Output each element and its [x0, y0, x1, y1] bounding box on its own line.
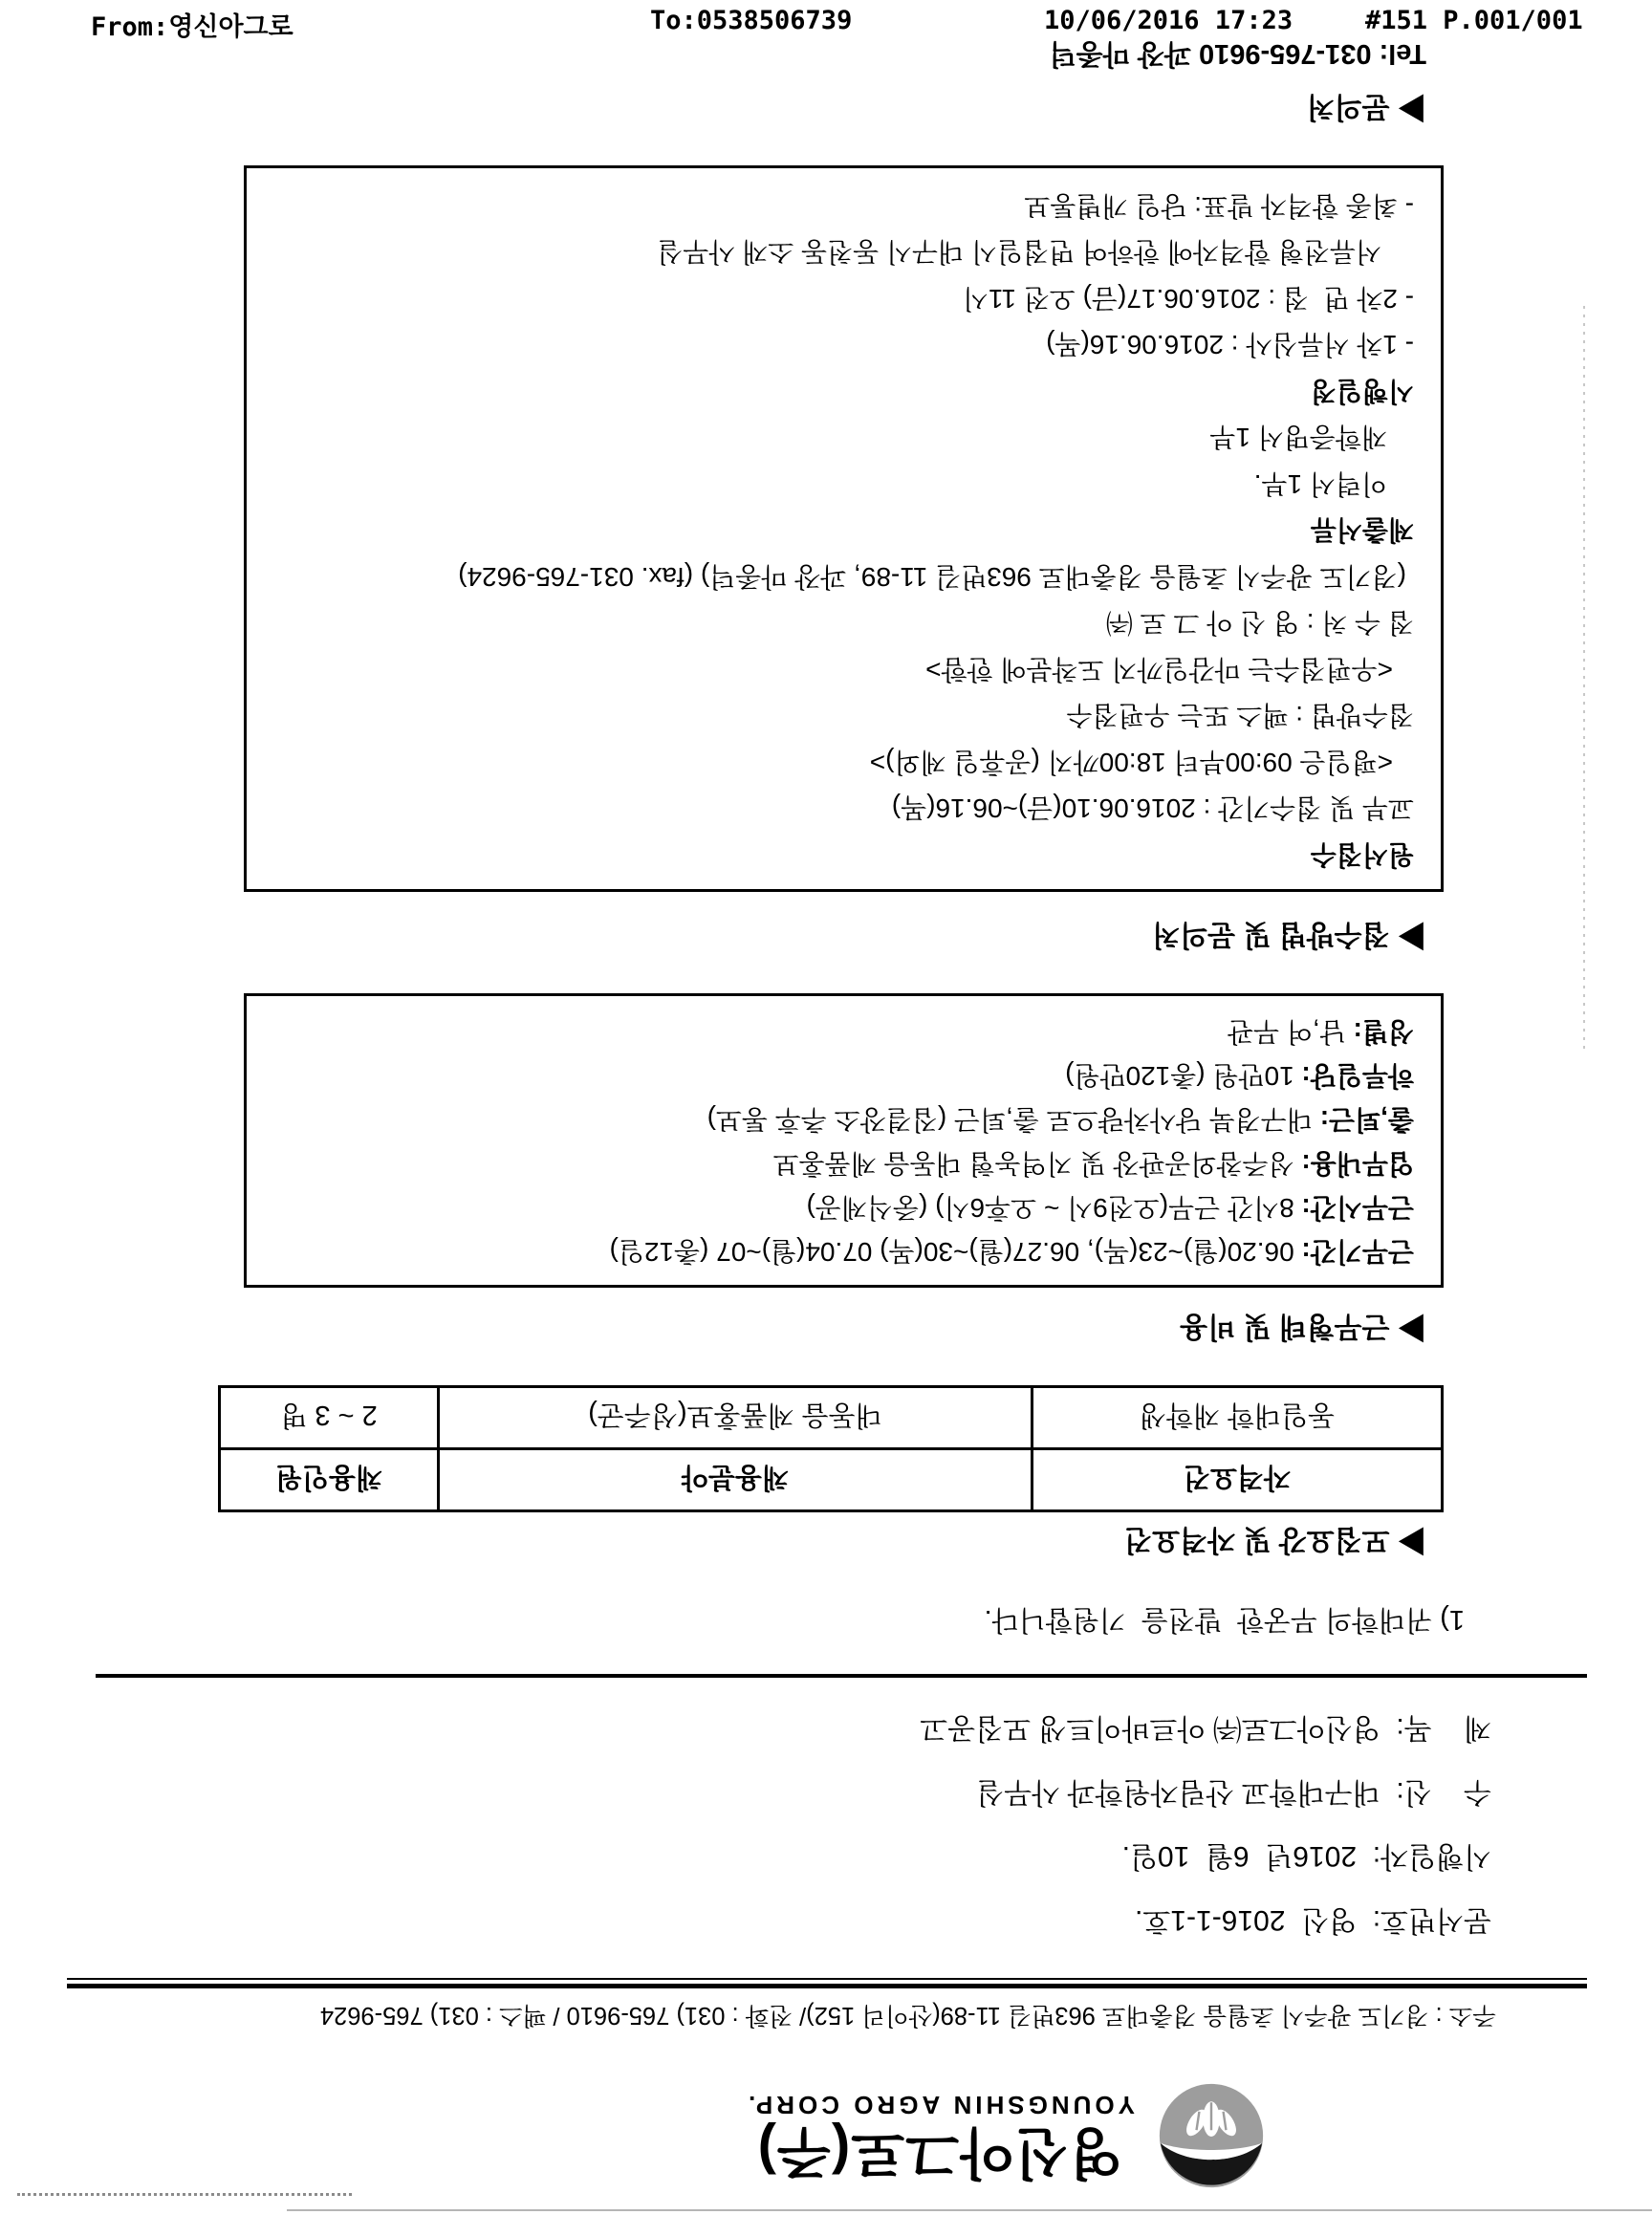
work-line-commute: 출,퇴근: 대구경북 당사차량으로 출,퇴근 (집결장소 추후 통보): [706, 1105, 1414, 1135]
apply-line-resume: 이력서 1부.: [1253, 469, 1387, 499]
work-conditions-box: [244, 993, 1444, 1288]
document-meta: [67, 1680, 1491, 1936]
contact-tel-line: Tel: 031-765-9610 과장 마종덕: [1049, 38, 1426, 70]
double-rule: [67, 1978, 1587, 1988]
table-header-row: [220, 1449, 1443, 1511]
sprout-seal-emblem-icon: [1156, 2080, 1267, 2191]
single-rule: [96, 1674, 1587, 1678]
section-title-contact: ▶ 문의처: [1306, 91, 1426, 123]
issue-date-line: 시행일자: 2016년 6월 10일.: [1121, 1840, 1491, 1872]
section-title-work: ▶ 근무형태 및 비용: [1180, 1311, 1426, 1342]
apply-line-office: 접 수 처 : 영 신 아 그 로 ㈜: [1105, 608, 1414, 639]
apply-line-mail-note: <우편접수는 마감일까지 도착분에 한함>: [925, 655, 1393, 684]
header-field: 채용분야: [439, 1449, 1032, 1511]
apply-line-header-receipt: 원서접수: [1310, 840, 1414, 870]
company-name-en: YOUNGSHIN AGRO CORP.: [745, 2091, 1135, 2120]
apply-line-interview-note: 서류전형 합격자에 한하여 면접일시 대구시 동천동 소재 사무실: [657, 237, 1381, 268]
fax-from: From:영신아그로: [91, 12, 293, 42]
apply-line-header-documents: 제출서류: [1310, 515, 1414, 546]
letterhead: [67, 2073, 1267, 2199]
section-title-recruit: ▶ 모집요강 및 자격요건: [1124, 1524, 1426, 1555]
fax-page-counter: #151 P.001/001: [1365, 6, 1583, 35]
recruit-requirements-table: [218, 1385, 1444, 1512]
cell-field: 대동읍 제품홍보(성주군): [439, 1387, 1032, 1449]
apply-line-method: 접수방법 : 팩스 또는 우편접수: [1066, 701, 1414, 731]
apply-line-screening-1st: - 1차 서류심사 : 2016.06.16(목): [1046, 330, 1414, 360]
company-name-kr: 영신아그로(주): [756, 2121, 1123, 2184]
apply-line-enrollment-cert: 재학증명서 1부: [1209, 423, 1387, 453]
work-line-duty: 업무내용: 성주참외공판장 및 지역농협 대동읍 제품홍보: [772, 1149, 1414, 1179]
application-box: [244, 166, 1444, 893]
apply-line-period: 교부 및 접수기간 : 2016.06.10(금)~06.16(목): [891, 793, 1414, 824]
work-line-gender: 성별: 남,여 무관: [1228, 1017, 1414, 1047]
work-line-period: 근무기간: 06.20(월)~23(목), 06.27(월)~30(목) 07.04(월)~07 (총12일): [609, 1237, 1414, 1267]
letterhead-address-line: 주소 : 경기도 광주시 초월읍 경충대로 963번길 11-89(산이리 152)/ 전화 : 031) 765-9610 / 팩스 : 031) 765-9624: [319, 2002, 1496, 2029]
table-row: [220, 1387, 1443, 1449]
fax-datetime: 10/06/2016 17:23: [1044, 6, 1293, 35]
section-title-apply: ▶ 접수방법 및 문의처: [1152, 919, 1426, 950]
scan-artifact-right-speckle: [1583, 306, 1585, 1052]
apply-line-weekday-hours: <평일은 09:00부터 18:00까지 (공휴일 제외)>: [869, 748, 1393, 777]
subject-line: 제 목: 영신아그로㈜ 아르바이트생 모집공고: [920, 1712, 1491, 1744]
apply-line-header-schedule: 시행일정: [1310, 377, 1414, 406]
apply-line-interview-2nd: - 2차 면 접 : 2016.06.17(금) 오전 11시: [962, 284, 1414, 314]
fax-to: To:0538506739: [650, 6, 853, 35]
header-headcount: 채용인원: [220, 1449, 439, 1511]
cell-qualification: 동일대학 재학생: [1032, 1387, 1443, 1449]
work-line-hours: 근무시간: 8시간 근무(오전9시 ~ 오후6시) (중식제공): [806, 1193, 1414, 1223]
scan-artifact-bottom-line: [287, 2209, 1652, 2211]
apply-line-office-address: (경기도 광주시 초월읍 경충대로 963번길 11-89, 과장 마종덕) (fax. 031-765-9624): [458, 562, 1406, 592]
rotated-letter-body: [67, 38, 1587, 2199]
company-name-block: [745, 2091, 1135, 2182]
apply-line-final-announcement: - 최종 합격자 발표: 당일 개별통보: [1024, 191, 1414, 221]
recipient-line: 수 신: 대구대학교 산림자원학과 사무실: [976, 1776, 1491, 1808]
doc-number-line: 문서번호: 영신 2016-1-1호.: [1135, 1904, 1491, 1936]
work-line-pay: 하루일당: 10만원 (총120만원): [1065, 1061, 1414, 1091]
scan-artifact-dotted-line: [17, 2193, 352, 2196]
greeting-line: 1) 귀대학의 무궁한 발전을 기원합니다.: [984, 1604, 1465, 1635]
cell-headcount: 2 ~ 3 명: [220, 1387, 439, 1449]
header-qualification: 자격요건: [1032, 1449, 1443, 1511]
